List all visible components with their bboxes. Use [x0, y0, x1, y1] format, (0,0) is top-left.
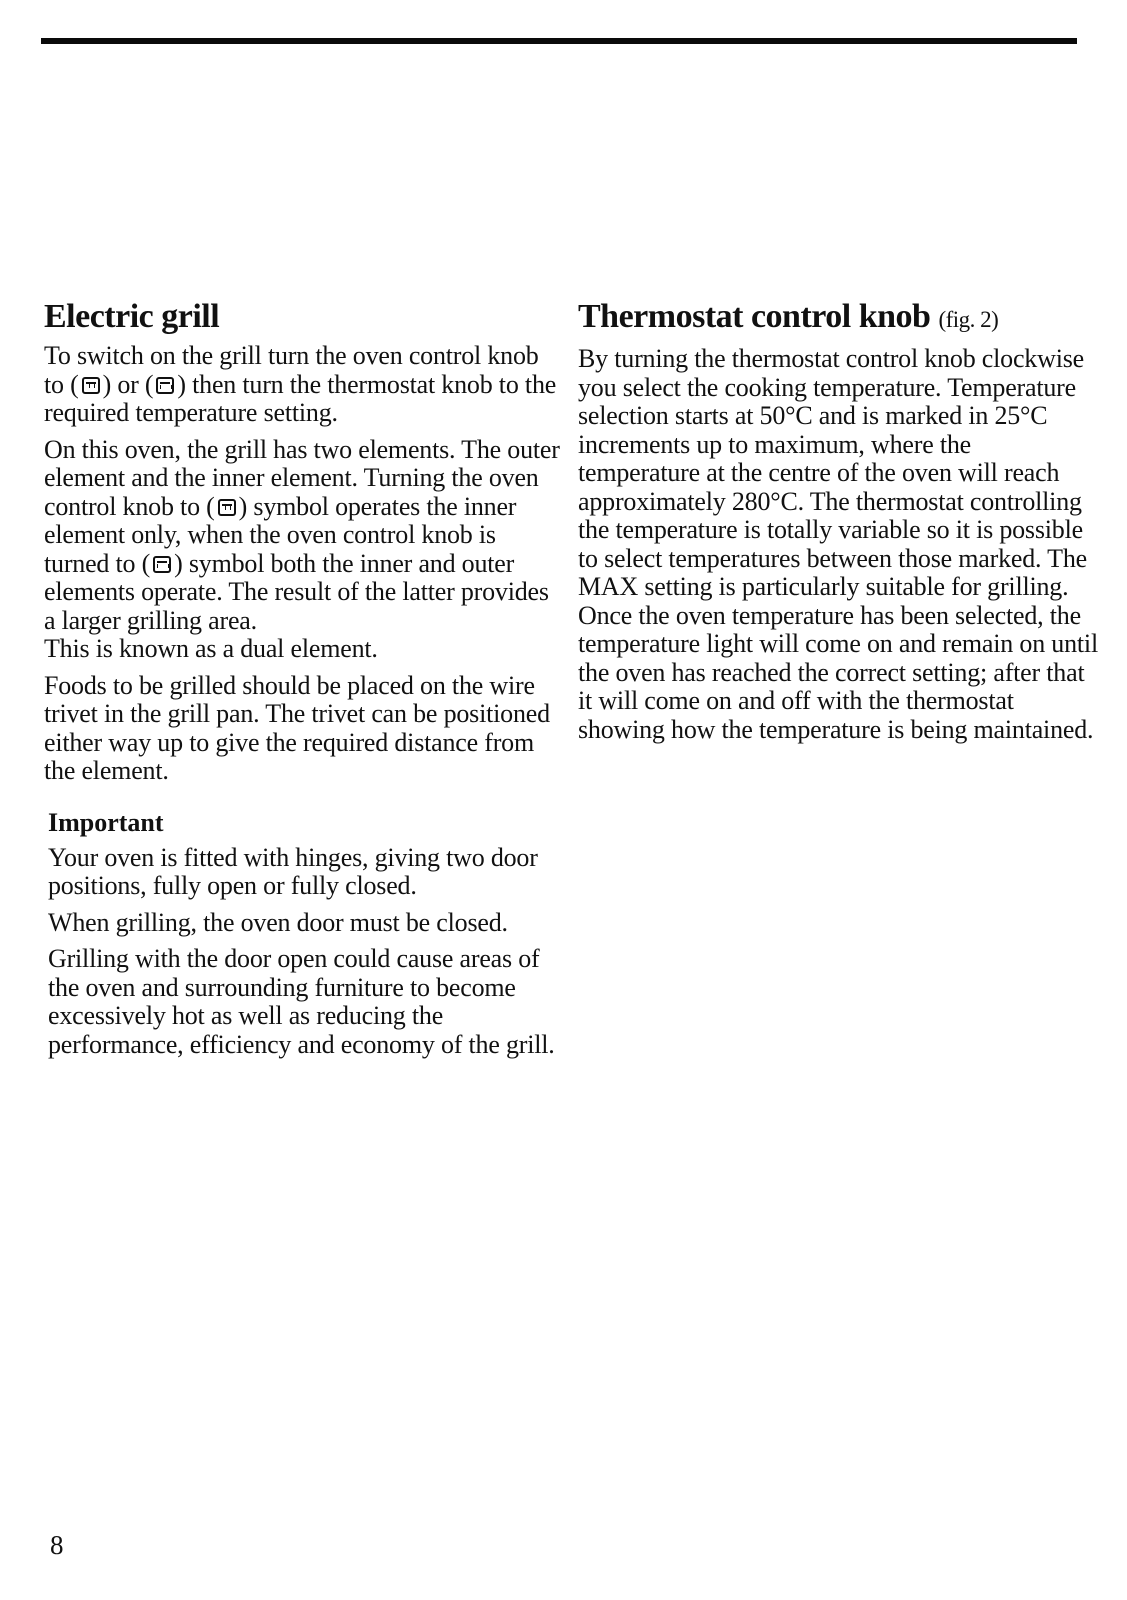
- inner-grill-element-icon: [82, 377, 100, 394]
- grill-switch-on-text-c: ) then turn the thermostat knob to the required temperature setting.: [44, 369, 557, 427]
- grill-foods-paragraph: Foods to be grilled should be placed on the wire trivet in the grill pan. The trivet can be positioned either way up to give the required distance from the element.: [44, 670, 550, 785]
- grill-switch-on-text-b: ) or (: [102, 369, 154, 399]
- dual-element-paragraph: This is known as a dual element.: [44, 634, 378, 663]
- grill-switch-on-text-a: To switch on the grill turn the oven control knob to (: [44, 341, 539, 399]
- important-hinges-paragraph: Your oven is fitted with hinges, giving two door positions, fully open or fully closed.: [48, 842, 538, 900]
- top-rule: [41, 38, 1077, 44]
- inner-grill-element-icon: [218, 499, 236, 516]
- electric-grill-section: [44, 298, 564, 1067]
- thermostat-section: [578, 298, 1098, 752]
- thermostat-heading: [578, 298, 1098, 339]
- electric-grill-heading: Electric grill: [44, 298, 220, 335]
- grill-elements-paragraph: [44, 436, 564, 636]
- thermostat-description-paragraph: By turning the thermostat control knob clockwise you select the cooking temperature. Temperature selection starts at 50°C and is marked in 25°C increments up to maximum, where the temperature at the centre of the oven will reach approximately 280°C. The thermostat controlling the temperature is totally variable so it is possible to select temperatures between those marked. The MAX setting is particularly suitable for grilling. Once the oven temperature has been selected, the temperature light will come on and remain on until the oven has reached the correct setting; after that it will come on and off with the thermostat showing how the temperature is being maintained.: [578, 344, 1098, 744]
- grill-switch-on-paragraph: [44, 342, 564, 428]
- dual-grill-element-icon: [156, 377, 174, 394]
- grill-elements-text-b: ) symbol operates the inner element only, when the oven control knob is turned to (: [44, 491, 517, 578]
- important-door-closed-paragraph: When grilling, the oven door must be closed.: [48, 907, 508, 937]
- grill-elements-text-c: ) symbol both the inner and outer elements operate. The result of the latter provides a larger grilling area.: [44, 548, 549, 635]
- important-section: [44, 808, 564, 1060]
- thermostat-heading-text: Thermostat control knob: [578, 298, 931, 335]
- important-door-open-warning-paragraph: Grilling with the door open could cause areas of the oven and surrounding furniture to become excessively hot as well as reducing the performance, efficiency and economy of the grill.: [48, 944, 555, 1059]
- page-number: 8: [50, 1530, 64, 1560]
- important-heading: Important: [48, 807, 164, 837]
- thermostat-figure-reference: (fig. 2): [938, 307, 999, 332]
- dual-grill-element-icon: [153, 556, 171, 573]
- grill-elements-text-a: On this oven, the grill has two elements. The outer element and the inner element. Turning the oven control knob to (: [44, 434, 560, 521]
